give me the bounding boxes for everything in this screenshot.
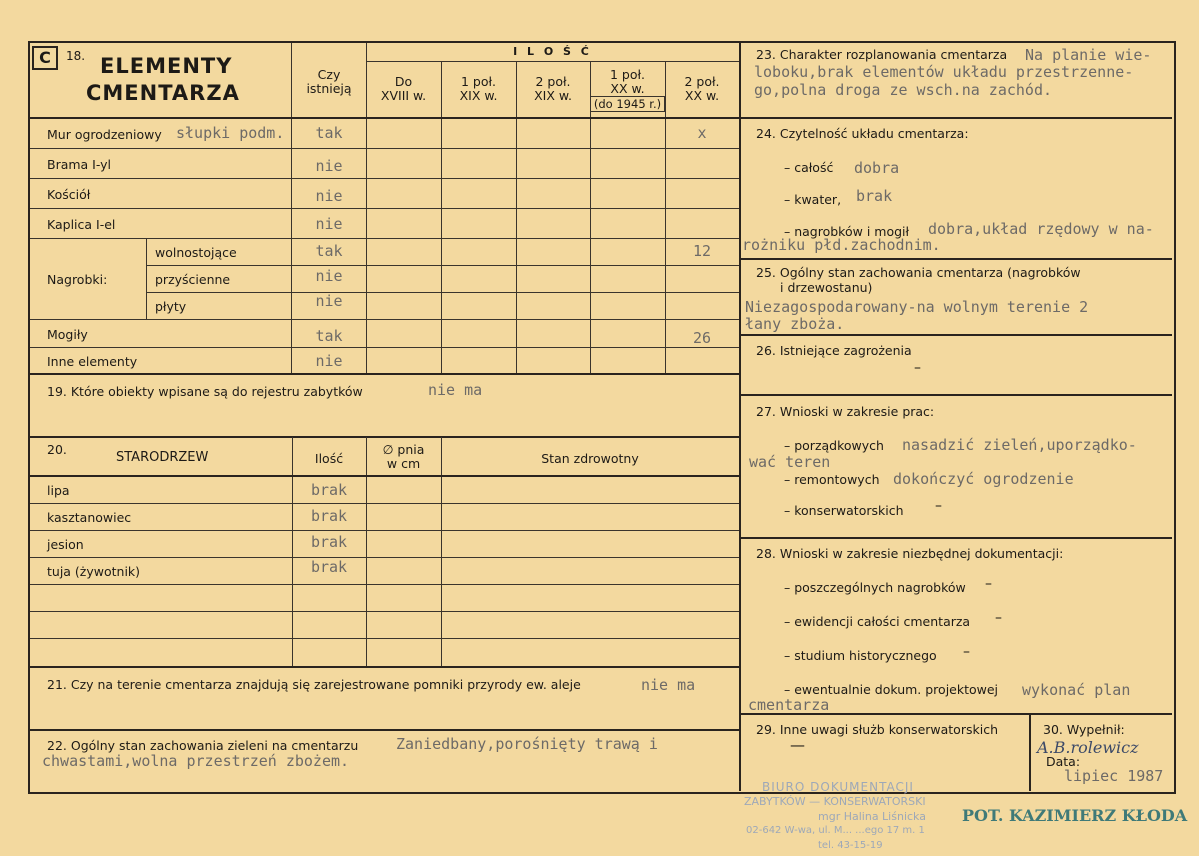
col-line	[1029, 714, 1031, 791]
row-line	[146, 292, 739, 293]
section29-label: 29. Inne uwagi służb konserwatorskich	[756, 722, 998, 737]
czy-line1: Czy	[317, 67, 341, 82]
col-line	[146, 238, 147, 319]
row-line	[30, 208, 739, 209]
row-note-mur: słupki podm.	[176, 124, 285, 142]
remontowych-value: dokończyć ogrodzenie	[893, 470, 1074, 488]
tree-amount: brak	[310, 507, 348, 525]
section23-value-line3: go,polna droga ze wsch.na zachód.	[754, 81, 1053, 99]
section25-label-line2: i drzewostanu)	[780, 280, 873, 295]
row-exists-inne: nie	[315, 352, 343, 370]
row-label-kosciol: Kościół	[47, 187, 91, 202]
doc-item-value: –	[963, 644, 970, 660]
row-last-mogily: 26	[692, 329, 712, 347]
section22-label: 22. Ogólny stan zachowania zieleni na cmentarzu	[47, 738, 359, 753]
czy-line2: istnieją	[306, 81, 352, 96]
section19-value: nie ma	[428, 381, 483, 399]
porzadkowych-label: – porządkowych	[784, 438, 884, 453]
period-line: 1 poł.	[609, 67, 646, 82]
section18-title-line2: CMENTARZA	[86, 81, 240, 105]
tree-amount: brak	[310, 558, 348, 576]
tree-name: tuja (żywotnik)	[47, 564, 141, 579]
main-divider	[739, 41, 741, 791]
section-line	[30, 666, 739, 668]
period-line: 2 poł.	[684, 74, 720, 89]
row-last-wolnostojace: 12	[692, 242, 712, 260]
period-line: XX w.	[684, 88, 720, 103]
calosc-label: – całość	[784, 160, 834, 175]
period-header-4	[665, 75, 739, 103]
section20-number: 20.	[47, 442, 67, 457]
period-line: XIX w.	[459, 88, 498, 103]
col-pnia-header	[366, 443, 441, 471]
row-line	[30, 584, 739, 585]
col-line	[441, 437, 442, 666]
section25-value-line2: łany zboża.	[745, 315, 845, 333]
period-line: XVIII w.	[380, 88, 427, 103]
row-line	[30, 178, 739, 179]
period-header-1	[441, 75, 516, 103]
tree-amount: brak	[310, 533, 348, 551]
section22-value-line2: chwastami,wolna przestrzeń zbożem.	[42, 752, 350, 770]
konserwatorskich-value: –	[935, 498, 942, 514]
doc-item-label: – studium historycznego	[784, 648, 937, 663]
section-line	[740, 713, 1172, 715]
row-label-mur: Mur ogrodzeniowy	[47, 127, 162, 142]
doc-item-value: –	[985, 576, 992, 592]
tree-amount: brak	[310, 481, 348, 499]
section23-value-line1: Na planie wie-	[1025, 46, 1152, 64]
period-line: XIX w.	[534, 88, 572, 103]
section-line	[740, 117, 1172, 119]
row-line	[30, 530, 739, 531]
col-line	[292, 437, 293, 666]
period-header-0	[366, 75, 441, 103]
period-header-3	[590, 68, 665, 112]
section20-title: STARODRZEW	[116, 450, 209, 465]
czy-istnieja-header	[292, 68, 366, 96]
nagrobkow-value-line1: dobra,układ rzędowy w na-	[928, 220, 1154, 238]
signature: A.B.rolewicz	[1037, 738, 1139, 757]
stamp-line: ZABYTKÓW — KONSERWATORSKI	[744, 795, 926, 808]
col-line	[441, 62, 442, 373]
doc-item-value: –	[995, 610, 1002, 626]
ilosc-header: I L O Ś Ć	[513, 45, 592, 58]
remontowych-label: – remontowych	[784, 472, 880, 487]
section-line	[30, 729, 739, 731]
row-line	[30, 148, 739, 149]
tree-name: lipa	[47, 483, 70, 498]
row-last-mur: x	[697, 124, 707, 142]
row-line	[30, 347, 739, 348]
row-label-mogily: Mogiły	[47, 327, 88, 342]
row-line	[366, 61, 739, 62]
row-exists-brama: nie	[315, 157, 343, 175]
row-label-kaplica: Kaplica I-el	[47, 217, 116, 232]
stamp-line: 02-642 W-wa, ul. M... ...ego 17 m. 1	[746, 825, 925, 836]
section25-value-line1: Niezagospodarowany-na wolnym terenie 2	[745, 298, 1089, 316]
section24-label: 24. Czytelność układu cmentarza:	[756, 126, 969, 141]
row-exists-plyty: nie	[315, 292, 343, 310]
stamp-line: mgr Halina Liśnicka	[818, 810, 926, 823]
row-exists-mogily: tak	[315, 327, 343, 345]
period-line: 1 poł.	[460, 74, 497, 89]
row-label-przyscienne: przyścienne	[155, 272, 231, 287]
section27-label: 27. Wnioski w zakresie prac:	[756, 404, 935, 419]
section23-value-line2: loboku,brak elementów układu przestrzenne-	[754, 63, 1134, 81]
nagrobkow-label: – nagrobków i mogił	[784, 224, 910, 239]
section-line	[30, 436, 739, 438]
header-bottom-line	[30, 117, 739, 119]
section30-label: 30. Wypełnił:	[1043, 722, 1125, 737]
section26-value: –	[914, 360, 921, 376]
period-line: (do 1945 r.)	[590, 96, 665, 112]
tree-name: jesion	[47, 537, 84, 552]
doc-item-label: – poszczególnych nagrobków	[784, 580, 966, 595]
row-line	[146, 265, 739, 266]
section22-value-line1: Zaniedbany,porośnięty trawą i	[396, 735, 658, 753]
section-line	[740, 334, 1172, 336]
section-line	[740, 258, 1172, 260]
stamp-line: tel. 43-15-19	[818, 840, 883, 851]
row-line	[30, 238, 739, 239]
section25-label-line1: 25. Ogólny stan zachowania cmentarza (nagrobków	[756, 265, 1081, 280]
row-label-brama: Brama I-yl	[47, 157, 112, 172]
porzadkowych-value-line2: wać teren	[749, 453, 831, 471]
row-label-wolnostojace: wolnostojące	[155, 245, 237, 260]
section29-value: —	[790, 736, 805, 754]
row-exists-kosciol: nie	[315, 187, 343, 205]
pnia-line2: w cm	[386, 456, 421, 471]
section19-label: 19. Które obiekty wpisane są do rejestru zabytków	[47, 384, 363, 399]
calosc-value: dobra	[854, 159, 900, 177]
row-exists-kaplica: nie	[315, 215, 343, 233]
projektowej-value-line1: wykonać plan	[1022, 681, 1131, 699]
section-line	[30, 373, 739, 375]
projektowej-label: – ewentualnie dokum. projektowej	[784, 682, 999, 697]
nagrobki-label: Nagrobki:	[47, 272, 108, 287]
section26-label: 26. Istniejące zagrożenia	[756, 343, 912, 358]
row-exists-przyscienne: nie	[315, 267, 343, 285]
stamp-line: BIURO DOKUMENTACJI	[762, 780, 914, 794]
section21-label: 21. Czy na terenie cmentarza znajdują się zarejestrowane pomniki przyrody ew. aleje	[47, 677, 581, 692]
nagrobkow-value-line2: rożniku płd.zachodnim.	[742, 236, 941, 254]
row-exists-mur: tak	[315, 124, 343, 142]
row-exists-wolnostojace: tak	[315, 242, 343, 260]
period-header-2	[516, 75, 590, 103]
row-line	[30, 611, 739, 612]
corner-letter-box: C	[32, 46, 58, 70]
col-ilosc-header: Ilość	[314, 451, 344, 466]
section21-value: nie ma	[641, 676, 696, 694]
period-line: Do	[394, 74, 413, 89]
section-line	[740, 394, 1172, 396]
porzadkowych-value-line1: nasadzić zieleń,uporządko-	[902, 436, 1137, 454]
row-line	[30, 638, 739, 639]
section18-title-line1: ELEMENTY	[100, 54, 233, 78]
col-line	[516, 62, 517, 373]
header-bottom-line	[30, 475, 739, 477]
tree-name: kasztanowiec	[47, 510, 132, 525]
row-label-inne: Inne elementy	[47, 354, 138, 369]
row-line	[30, 503, 739, 504]
col-stan-header: Stan zdrowotny	[541, 451, 639, 466]
period-line: 2 poł.	[535, 74, 571, 89]
data-label: Data:	[1046, 754, 1081, 769]
pnia-line1: ∅ pnia	[382, 442, 425, 457]
section23-label: 23. Charakter rozplanowania cmentarza	[756, 47, 1008, 62]
row-line	[30, 557, 739, 558]
kwater-value: brak	[856, 187, 893, 205]
section28-label: 28. Wnioski w zakresie niezbędnej dokumentacji:	[756, 546, 1064, 561]
row-line	[30, 319, 739, 320]
col-line	[366, 437, 367, 666]
col-line	[665, 62, 666, 373]
row-label-plyty: płyty	[155, 299, 187, 314]
section18-number: 18.	[66, 49, 86, 63]
author-stamp: POT. KAZIMIERZ KŁODA	[962, 806, 1188, 825]
data-value: lipiec 1987	[1064, 767, 1164, 785]
period-line: XX w.	[610, 81, 645, 96]
kwater-label: – kwater,	[784, 192, 842, 207]
konserwatorskich-label: – konserwatorskich	[784, 503, 904, 518]
projektowej-value-line2: cmentarza	[748, 696, 830, 714]
section-line	[740, 537, 1172, 539]
doc-item-label: – ewidencji całości cmentarza	[784, 614, 971, 629]
